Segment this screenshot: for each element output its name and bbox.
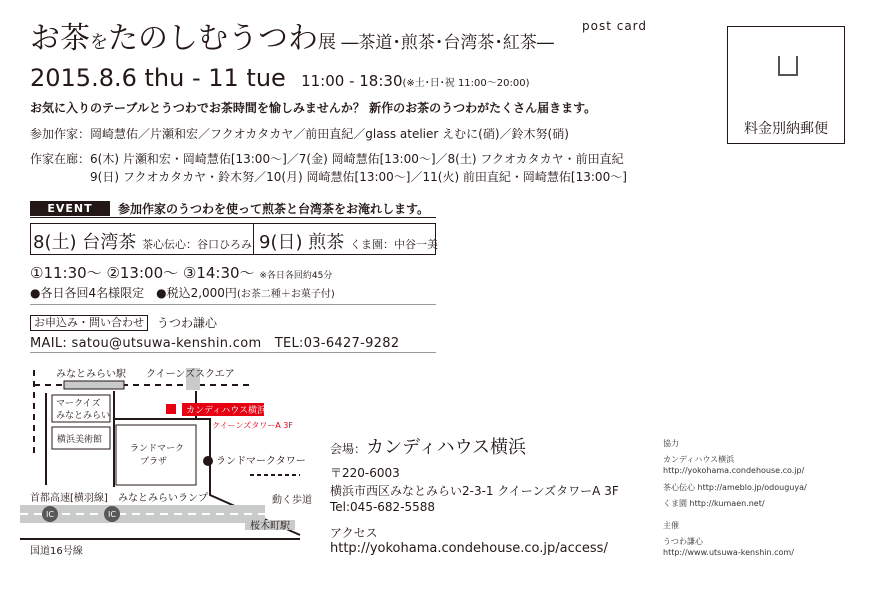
credits-coop-label: 協力 <box>663 439 679 448</box>
event-day-2 <box>259 228 438 254</box>
venue-tel: Tel:045-682-5588 <box>330 500 436 514</box>
title-wo: を <box>90 32 108 53</box>
event-duration-note: ※各日各回約45分 <box>259 271 333 281</box>
exhibition-title <box>30 22 554 60</box>
venue-address: 横浜市西区みなとみらい2-3-1 クイーンズタワーA 3F <box>330 484 619 498</box>
contact-mail-tel[interactable]: MAIL: satou@utsuwa-kenshin.com TEL:03-6427-9282 <box>30 336 400 351</box>
event-capacity-price: ●各日各回4名様限定 ●税込2,000円 <box>30 286 237 300</box>
map-label-landmark-plaza-2: プラザ <box>140 457 168 467</box>
postage-text: 料金別納郵便 <box>744 121 828 137</box>
event-time-slots: ①11:30～ ②13:00～ ③14:30～ <box>30 264 255 282</box>
event-day-2-host: くま園：中谷一美 <box>349 238 438 251</box>
divider <box>30 304 436 305</box>
title-ten: 展 <box>318 32 336 53</box>
map-label-markis-1: マークイズ <box>56 399 101 409</box>
title-rest: たのしむうつわ <box>108 21 318 56</box>
event-day-1-host: 茶心伝心：谷口ひろみ <box>141 238 252 251</box>
map-label-route16: 国道16号線 <box>30 546 83 557</box>
access-url-link[interactable]: http://yokohama.condehouse.co.jp/access/ <box>330 541 608 556</box>
map-label-landmark-plaza-1: ランドマーク <box>130 444 185 454</box>
contact-badge: お申込み・問い合わせ <box>30 315 148 331</box>
map-ic-label-1: IC <box>46 510 54 519</box>
credits-coop1-name: カンディハウス横浜 <box>663 455 735 464</box>
event-rule <box>30 217 436 218</box>
access-map <box>0 355 330 565</box>
divider <box>30 352 436 353</box>
map-label-queens-tower: クイーンズタワーA 3F <box>212 421 293 430</box>
schedule-line-1: 作家在廊：6(木) 片瀬和宏・岡崎慧佑[13:00～]／7(金) 岡崎慧佑[13:00～]／8(土) フクオカタカヤ・前田直紀 <box>30 152 624 166</box>
credits-host-label: 主催 <box>663 521 679 530</box>
credits-coop1-url[interactable]: http://yokohama.condehouse.co.jp/ <box>663 466 805 475</box>
event-price-note: (お茶二種＋お菓子付) <box>236 289 335 300</box>
map-station-bar-top <box>64 381 124 389</box>
title-subtitle: ―茶道･煎茶･台湾茶･紅茶― <box>336 33 554 53</box>
map-label-landmark-tower: ランドマークタワー <box>216 456 306 467</box>
venue-name: カンディハウス横浜 <box>366 437 527 458</box>
access-label: アクセス <box>330 526 378 540</box>
weekend-hours-note: (※土･日･祝 11:00～20:00) <box>402 78 530 89</box>
map-label-moving-walk: 動く歩道 <box>272 495 312 506</box>
venue-label: 会場： <box>330 442 367 456</box>
map-label-museum: 横浜美術館 <box>57 435 103 445</box>
map-label-queens-square: クイーンズスクエア <box>146 369 235 380</box>
credits-host-name: うつわ謙心 <box>663 537 703 546</box>
map-label-condehouse: カンディハウス横浜 <box>186 406 267 416</box>
event-description: 参加作家のうつわを使って煎茶と台湾茶をお淹れします。 <box>118 202 430 216</box>
title-ocha: お茶 <box>30 21 90 56</box>
event-day-1-date: 8(土) 台湾茶 <box>33 232 137 253</box>
event-day-1 <box>33 228 252 254</box>
postage-mark-icon <box>778 56 798 76</box>
map-label-ramp: みなとみらいランプ <box>118 493 208 504</box>
date-range: 2015.8.6 thu - 11 tue <box>30 64 286 92</box>
event-days-divider <box>253 223 254 255</box>
map-venue-marker-icon <box>166 404 176 414</box>
venue-zip: 〒220-6003 <box>330 466 400 480</box>
credits-coop3[interactable]: くま園 http://kumaen.net/ <box>663 499 765 508</box>
map-block-landmark <box>116 425 196 485</box>
artists-line: 参加作家：岡崎慧佑／片瀬和宏／フクオカタカヤ／前田直紀／glass atelier えむに(硝)／鈴木努(硝) <box>30 127 569 141</box>
map-label-highway: 首都高速[横羽線] <box>30 493 108 504</box>
event-day-2-date: 9(日) 煎茶 <box>259 232 345 253</box>
contact-organizer: うつわ謙心 <box>157 316 218 330</box>
credits-host-url[interactable]: http://www.utsuwa-kenshin.com/ <box>663 548 794 557</box>
venue-title <box>330 433 526 459</box>
event-limit <box>30 284 335 301</box>
map-label-sakuragicho: 桜木町駅 <box>250 521 290 532</box>
exhibition-dates <box>30 64 529 98</box>
lead-text: お気に入りのテーブルとうつわでお茶時間を愉しみませんか？ 新作のお茶のうつわがたくさん届きます。 <box>30 101 597 115</box>
credits-coop2[interactable]: 茶心伝心 http://ameblo.jp/odouguya/ <box>663 483 807 492</box>
map-ic-label-2: IC <box>108 510 116 519</box>
map-landmark-tower-icon <box>203 456 213 466</box>
map-label-markis-2: みなとみらい <box>56 411 111 421</box>
map-label-minatomirai-station: みなとみらい駅 <box>56 369 126 380</box>
schedule-line-2: 9(日) フクオカタカヤ・鈴木努／10(月) 岡崎慧佑[13:00～]／11(火) 前田直紀・岡崎慧佑[13:00～] <box>90 170 627 184</box>
event-times <box>30 262 332 283</box>
opening-hours: 11:00 - 18:30 <box>301 72 403 90</box>
postcard-label: post card <box>582 19 648 33</box>
event-badge: EVENT <box>30 201 110 216</box>
